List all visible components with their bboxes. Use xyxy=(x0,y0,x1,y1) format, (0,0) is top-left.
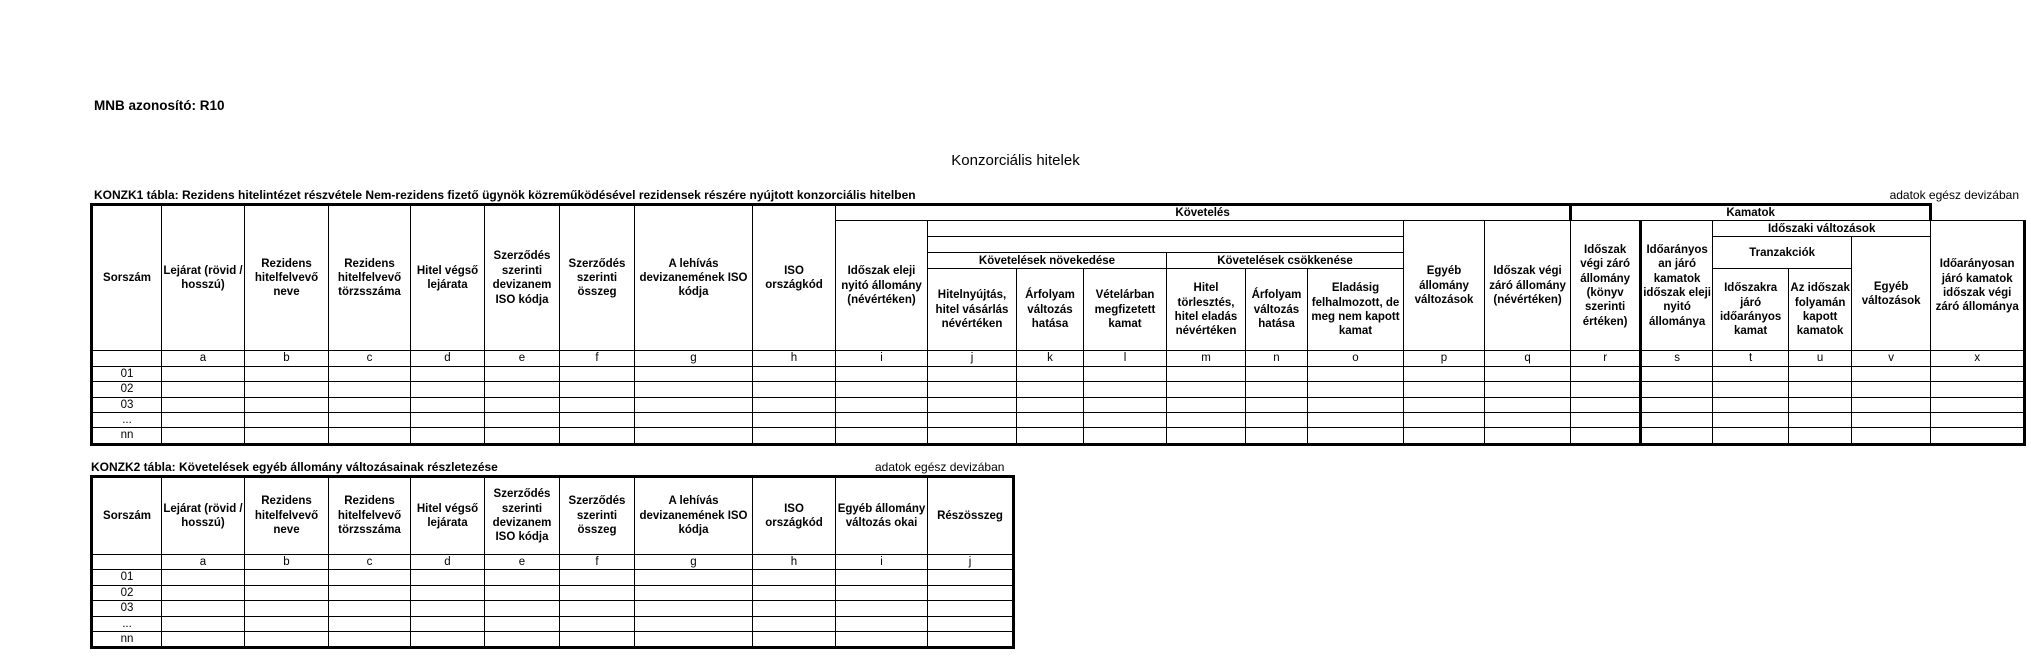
header-hitelfelvevo-neve: Rezidens hitelfelvevő neve xyxy=(245,477,329,555)
header-reszosszeg: Részösszeg xyxy=(928,477,1014,555)
header-szerzodes-osszeg: Szerződés szerinti összeg xyxy=(560,477,635,555)
data-entry-cell[interactable] xyxy=(635,428,753,444)
data-entry-cell[interactable] xyxy=(329,585,411,600)
konzk1-table xyxy=(90,203,2026,446)
data-entry-cell[interactable] xyxy=(485,570,560,585)
column-letter: q xyxy=(1485,351,1571,366)
data-entry-cell[interactable] xyxy=(485,585,560,600)
data-entry-cell[interactable] xyxy=(1017,382,1084,397)
data-entry-cell[interactable] xyxy=(329,382,411,397)
data-entry-cell[interactable] xyxy=(329,631,411,647)
data-entry-cell[interactable] xyxy=(635,382,753,397)
blank-cell xyxy=(928,237,1404,253)
data-entry-cell[interactable] xyxy=(753,570,836,585)
column-letter: n xyxy=(1246,351,1308,366)
data-entry-cell[interactable] xyxy=(928,428,1017,444)
row-number: 03 xyxy=(92,397,162,412)
data-entry-cell[interactable] xyxy=(1713,366,1789,381)
data-entry-cell[interactable] xyxy=(162,631,245,647)
group-csokkenese: Követelések csökkenése xyxy=(1167,253,1404,269)
data-entry-cell[interactable] xyxy=(1931,397,2025,412)
blank-cell xyxy=(928,221,1404,237)
data-entry-cell[interactable] xyxy=(753,616,836,631)
data-entry-cell[interactable] xyxy=(1308,397,1404,412)
data-entry-cell[interactable] xyxy=(1789,428,1852,444)
data-entry-cell[interactable] xyxy=(485,382,560,397)
data-entry-cell[interactable] xyxy=(1308,428,1404,444)
table-row xyxy=(92,570,1014,585)
group-tranzakciok: Tranzakciók xyxy=(1713,237,1852,269)
data-entry-cell[interactable] xyxy=(1641,428,1713,444)
data-entry-cell[interactable] xyxy=(1246,397,1308,412)
data-entry-cell[interactable] xyxy=(635,616,753,631)
column-letter: d xyxy=(411,351,485,366)
column-letter: e xyxy=(485,555,560,570)
data-entry-cell[interactable] xyxy=(485,412,560,427)
page-title: Konzorciális hitelek xyxy=(951,152,1080,169)
column-letter: f xyxy=(560,555,635,570)
data-entry-cell[interactable] xyxy=(928,570,1014,585)
data-entry-cell[interactable] xyxy=(162,616,245,631)
data-entry-cell[interactable] xyxy=(1789,397,1852,412)
column-letter: g xyxy=(635,555,753,570)
data-entry-cell[interactable] xyxy=(1084,428,1167,444)
data-entry-cell[interactable] xyxy=(1167,397,1246,412)
data-entry-cell[interactable] xyxy=(411,570,485,585)
column-letter: i xyxy=(836,351,928,366)
data-entry-cell[interactable] xyxy=(1485,382,1571,397)
column-letter: i xyxy=(836,555,928,570)
data-entry-cell[interactable] xyxy=(635,570,753,585)
column-letter: f xyxy=(560,351,635,366)
row-number: 02 xyxy=(92,585,162,600)
data-entry-cell[interactable] xyxy=(1852,366,1931,381)
data-entry-cell[interactable] xyxy=(635,631,753,647)
data-entry-cell[interactable] xyxy=(1084,366,1167,381)
header-szerzodes-osszeg: Szerződés szerinti összeg xyxy=(560,205,635,351)
table-row xyxy=(92,631,1014,647)
konzk2-table xyxy=(90,475,1015,649)
header-egyeb-valtozasok: Egyéb változások xyxy=(1852,237,1931,351)
data-entry-cell[interactable] xyxy=(485,397,560,412)
data-entry-cell[interactable] xyxy=(928,366,1017,381)
data-entry-cell[interactable] xyxy=(1017,397,1084,412)
data-entry-cell[interactable] xyxy=(245,570,329,585)
data-entry-cell[interactable] xyxy=(329,601,411,616)
data-entry-cell[interactable] xyxy=(836,382,928,397)
data-entry-cell[interactable] xyxy=(1308,366,1404,381)
data-entry-cell[interactable] xyxy=(1404,397,1485,412)
blank-cell xyxy=(92,351,162,366)
column-letter: r xyxy=(1571,351,1641,366)
data-entry-cell[interactable] xyxy=(753,585,836,600)
table1-caption: KONZK1 tábla: Rezidens hitelintézet részvétele Nem-rezidens fizető ügynök közreműködésével rezidensek részére nyújtott konzorciális hitelben xyxy=(94,188,916,202)
data-entry-cell[interactable] xyxy=(1789,382,1852,397)
data-entry-cell[interactable] xyxy=(485,616,560,631)
data-entry-cell[interactable] xyxy=(245,585,329,600)
data-entry-cell[interactable] xyxy=(560,585,635,600)
data-entry-cell[interactable] xyxy=(411,616,485,631)
data-entry-cell[interactable] xyxy=(485,601,560,616)
column-letter: e xyxy=(485,351,560,366)
data-entry-cell[interactable] xyxy=(411,382,485,397)
header-lehivas-devizanem: A lehívás devizanemének ISO kódja xyxy=(635,477,753,555)
data-entry-cell[interactable] xyxy=(1852,382,1931,397)
table-row xyxy=(92,601,1014,616)
data-entry-cell[interactable] xyxy=(245,428,329,444)
data-entry-cell[interactable] xyxy=(928,412,1017,427)
data-entry-cell[interactable] xyxy=(329,397,411,412)
data-entry-cell[interactable] xyxy=(753,428,836,444)
row-number: ... xyxy=(92,412,162,427)
data-entry-cell[interactable] xyxy=(1641,382,1713,397)
data-entry-cell[interactable] xyxy=(560,570,635,585)
data-entry-cell[interactable] xyxy=(1789,366,1852,381)
data-entry-cell[interactable] xyxy=(753,601,836,616)
data-entry-cell[interactable] xyxy=(1713,382,1789,397)
data-entry-cell[interactable] xyxy=(1167,366,1246,381)
group-kamatok: Kamatok xyxy=(1571,205,1931,221)
header-arfolyam-hatasa-csokk: Árfolyam változás hatása xyxy=(1246,269,1308,351)
data-entry-cell[interactable] xyxy=(1852,397,1931,412)
data-entry-cell[interactable] xyxy=(1167,428,1246,444)
data-entry-cell[interactable] xyxy=(411,412,485,427)
data-entry-cell[interactable] xyxy=(753,382,836,397)
column-letter: h xyxy=(753,555,836,570)
column-letter-row xyxy=(92,555,1014,570)
data-entry-cell[interactable] xyxy=(1017,428,1084,444)
header-hitelfelvevo-neve: Rezidens hitelfelvevő neve xyxy=(245,205,329,351)
data-entry-cell[interactable] xyxy=(1084,397,1167,412)
data-entry-cell[interactable] xyxy=(753,366,836,381)
data-entry-cell[interactable] xyxy=(245,631,329,647)
data-entry-cell[interactable] xyxy=(1931,428,2025,444)
data-entry-cell[interactable] xyxy=(1485,366,1571,381)
data-entry-cell[interactable] xyxy=(1485,412,1571,427)
data-entry-cell[interactable] xyxy=(836,570,928,585)
data-entry-cell[interactable] xyxy=(329,366,411,381)
column-letter: h xyxy=(753,351,836,366)
data-entry-cell[interactable] xyxy=(1485,428,1571,444)
data-entry-cell[interactable] xyxy=(245,412,329,427)
data-entry-cell[interactable] xyxy=(753,412,836,427)
data-entry-cell[interactable] xyxy=(560,428,635,444)
column-letter: u xyxy=(1789,351,1852,366)
data-entry-cell[interactable] xyxy=(1571,428,1641,444)
data-entry-cell[interactable] xyxy=(836,631,928,647)
data-entry-cell[interactable] xyxy=(162,585,245,600)
data-entry-cell[interactable] xyxy=(836,397,928,412)
header-sorszam: Sorszám xyxy=(92,205,162,351)
data-entry-cell[interactable] xyxy=(836,366,928,381)
table-row xyxy=(92,397,2025,412)
data-entry-cell[interactable] xyxy=(485,428,560,444)
data-entry-cell[interactable] xyxy=(1713,397,1789,412)
data-entry-cell[interactable] xyxy=(1404,428,1485,444)
header-lejarat: Lejárat (rövid / hosszú) xyxy=(162,205,245,351)
data-entry-cell[interactable] xyxy=(1641,366,1713,381)
data-entry-cell[interactable] xyxy=(329,616,411,631)
column-letter: x xyxy=(1931,351,2025,366)
column-letter: j xyxy=(928,555,1014,570)
data-entry-cell[interactable] xyxy=(1931,412,2025,427)
data-entry-cell[interactable] xyxy=(1084,382,1167,397)
data-entry-cell[interactable] xyxy=(928,631,1014,647)
header-hitelnyujtas: Hitelnyújtás, hitel vásárlás névértéken xyxy=(928,269,1017,351)
column-letter: b xyxy=(245,555,329,570)
header-vetelarban-kamat: Vételárban megfizetett kamat xyxy=(1084,269,1167,351)
header-idoszakra-jaro-kamat: Időszakra járó időarányos kamat xyxy=(1713,269,1789,351)
column-letter: g xyxy=(635,351,753,366)
data-entry-cell[interactable] xyxy=(635,601,753,616)
data-entry-cell[interactable] xyxy=(1017,412,1084,427)
data-entry-cell[interactable] xyxy=(162,570,245,585)
data-entry-cell[interactable] xyxy=(1167,412,1246,427)
row-number: ... xyxy=(92,616,162,631)
data-entry-cell[interactable] xyxy=(1404,366,1485,381)
data-entry-cell[interactable] xyxy=(560,616,635,631)
row-number: 02 xyxy=(92,382,162,397)
data-entry-cell[interactable] xyxy=(836,601,928,616)
data-entry-cell[interactable] xyxy=(1308,382,1404,397)
data-entry-cell[interactable] xyxy=(1571,397,1641,412)
data-entry-cell[interactable] xyxy=(245,366,329,381)
data-entry-cell[interactable] xyxy=(1308,412,1404,427)
row-number: nn xyxy=(92,428,162,444)
data-entry-cell[interactable] xyxy=(836,585,928,600)
header-idoszak-vegi-zaro-konyv: Időszak végi záró állomány (könyv szerinti értéken) xyxy=(1571,221,1641,351)
data-entry-cell[interactable] xyxy=(162,382,245,397)
data-entry-cell[interactable] xyxy=(1641,397,1713,412)
row-number: 03 xyxy=(92,601,162,616)
data-entry-cell[interactable] xyxy=(1852,412,1931,427)
data-entry-cell[interactable] xyxy=(928,616,1014,631)
data-entry-cell[interactable] xyxy=(1404,382,1485,397)
data-entry-cell[interactable] xyxy=(162,412,245,427)
table-row xyxy=(92,366,2025,381)
table-row xyxy=(92,382,2025,397)
data-entry-cell[interactable] xyxy=(635,412,753,427)
data-entry-cell[interactable] xyxy=(1789,412,1852,427)
data-entry-cell[interactable] xyxy=(411,397,485,412)
data-entry-cell[interactable] xyxy=(560,631,635,647)
data-entry-cell[interactable] xyxy=(1571,412,1641,427)
header-hitelfelvevo-torzsszama: Rezidens hitelfelvevő törzsszáma xyxy=(329,205,411,351)
data-entry-cell[interactable] xyxy=(411,428,485,444)
data-entry-cell[interactable] xyxy=(1852,428,1931,444)
header-idoaranyos-zaro: Időarányosan járó kamatok időszak végi záró állománya xyxy=(1931,221,2025,351)
group-kovetels: Követelés xyxy=(836,205,1571,221)
data-entry-cell[interactable] xyxy=(1931,366,2025,381)
data-entry-cell[interactable] xyxy=(560,412,635,427)
data-entry-cell[interactable] xyxy=(928,585,1014,600)
blank-cell xyxy=(92,555,162,570)
column-letter: p xyxy=(1404,351,1485,366)
column-letter: a xyxy=(162,555,245,570)
row-number: nn xyxy=(92,631,162,647)
column-letter: c xyxy=(329,351,411,366)
column-letter: m xyxy=(1167,351,1246,366)
data-entry-cell[interactable] xyxy=(245,382,329,397)
header-szerzodes-devizanem: Szerződés szerinti devizanem ISO kódja xyxy=(485,477,560,555)
data-entry-cell[interactable] xyxy=(1571,366,1641,381)
data-entry-cell[interactable] xyxy=(245,601,329,616)
data-entry-cell[interactable] xyxy=(928,397,1017,412)
table-row xyxy=(92,428,2025,444)
row-number: 01 xyxy=(92,366,162,381)
column-letter: a xyxy=(162,351,245,366)
column-letter: v xyxy=(1852,351,1931,366)
column-letter: t xyxy=(1713,351,1789,366)
data-entry-cell[interactable] xyxy=(1017,366,1084,381)
data-entry-cell[interactable] xyxy=(1246,428,1308,444)
column-letter: j xyxy=(928,351,1017,366)
data-entry-cell[interactable] xyxy=(753,631,836,647)
column-letter: d xyxy=(411,555,485,570)
table-row xyxy=(92,412,2025,427)
header-iso-orszagkod: ISO országkód xyxy=(753,205,836,351)
data-entry-cell[interactable] xyxy=(329,412,411,427)
header-szerzodes-devizanem: Szerződés szerinti devizanem ISO kódja xyxy=(485,205,560,351)
data-entry-cell[interactable] xyxy=(836,616,928,631)
data-entry-cell[interactable] xyxy=(1404,412,1485,427)
data-entry-cell[interactable] xyxy=(1931,382,2025,397)
data-entry-cell[interactable] xyxy=(836,412,928,427)
column-letter: s xyxy=(1641,351,1713,366)
data-entry-cell[interactable] xyxy=(245,397,329,412)
data-entry-cell[interactable] xyxy=(411,366,485,381)
header-lehivas-devizanem: A lehívás devizanemének ISO kódja xyxy=(635,205,753,351)
header-hitelfelvevo-torzsszama: Rezidens hitelfelvevő törzsszáma xyxy=(329,477,411,555)
data-entry-cell[interactable] xyxy=(560,601,635,616)
data-entry-cell[interactable] xyxy=(162,397,245,412)
data-entry-cell[interactable] xyxy=(635,585,753,600)
data-entry-cell[interactable] xyxy=(635,366,753,381)
column-letter-row xyxy=(92,351,2025,366)
row-number: 01 xyxy=(92,570,162,585)
header-arfolyam-hatasa-nov: Árfolyam változás hatása xyxy=(1017,269,1084,351)
header-egyeb-allomany-valtozasok: Egyéb állomány változások xyxy=(1404,221,1485,351)
table2-caption: KONZK2 tábla: Követelések egyéb állomány változásainak részletezése xyxy=(91,460,498,474)
column-letter: k xyxy=(1017,351,1084,366)
data-entry-cell[interactable] xyxy=(162,601,245,616)
data-entry-cell[interactable] xyxy=(1246,382,1308,397)
column-letter: b xyxy=(245,351,329,366)
data-entry-cell[interactable] xyxy=(1571,382,1641,397)
data-entry-cell[interactable] xyxy=(635,397,753,412)
data-entry-cell[interactable] xyxy=(560,366,635,381)
data-entry-cell[interactable] xyxy=(1084,412,1167,427)
table-row xyxy=(92,616,1014,631)
data-entry-cell[interactable] xyxy=(1246,366,1308,381)
header-sorszam: Sorszám xyxy=(92,477,162,555)
data-entry-cell[interactable] xyxy=(329,428,411,444)
header-eladasig-felhalmozott: Eladásig felhalmozott, de meg nem kapott kamat xyxy=(1308,269,1404,351)
header-hitel-vegso-lejarata: Hitel végső lejárata xyxy=(411,477,485,555)
table1-unit-note: adatok egész devizában xyxy=(1889,188,2019,202)
header-hitel-torlesztes: Hitel törlesztés, hitel eladás névértéken xyxy=(1167,269,1246,351)
header-egyeb-valtozas-okai: Egyéb állomány változás okai xyxy=(836,477,928,555)
column-letter: l xyxy=(1084,351,1167,366)
data-entry-cell[interactable] xyxy=(753,397,836,412)
data-entry-cell[interactable] xyxy=(1713,428,1789,444)
data-entry-cell[interactable] xyxy=(1713,412,1789,427)
data-entry-cell[interactable] xyxy=(1167,382,1246,397)
data-entry-cell[interactable] xyxy=(836,428,928,444)
header-idoaranyos-nyito: Időarányos an járó kamatok időszak eleji nyitó állománya xyxy=(1641,221,1713,351)
header-kapott-kamatok: Az időszak folyamán kapott kamatok xyxy=(1789,269,1852,351)
data-entry-cell[interactable] xyxy=(411,601,485,616)
data-entry-cell[interactable] xyxy=(485,631,560,647)
data-entry-cell[interactable] xyxy=(411,631,485,647)
header-hitel-vegso-lejarata: Hitel végső lejárata xyxy=(411,205,485,351)
data-entry-cell[interactable] xyxy=(928,601,1014,616)
data-entry-cell[interactable] xyxy=(162,366,245,381)
header-lejarat: Lejárat (rövid / hosszú) xyxy=(162,477,245,555)
header-idoszak-eleji-nyito: Időszak eleji nyitó állomány (névértéken) xyxy=(836,221,928,351)
data-entry-cell[interactable] xyxy=(411,585,485,600)
data-entry-cell[interactable] xyxy=(245,616,329,631)
data-entry-cell[interactable] xyxy=(1641,412,1713,427)
data-entry-cell[interactable] xyxy=(162,428,245,444)
data-entry-cell[interactable] xyxy=(329,570,411,585)
data-entry-cell[interactable] xyxy=(560,382,635,397)
table-row xyxy=(92,585,1014,600)
group-novekedese: Követelések növekedése xyxy=(928,253,1167,269)
header-idoszak-vegi-zaro-nevertek: Időszak végi záró állomány (névértéken) xyxy=(1485,221,1571,351)
column-letter: o xyxy=(1308,351,1404,366)
data-entry-cell[interactable] xyxy=(928,382,1017,397)
column-letter: c xyxy=(329,555,411,570)
data-entry-cell[interactable] xyxy=(485,366,560,381)
data-entry-cell[interactable] xyxy=(1246,412,1308,427)
data-entry-cell[interactable] xyxy=(1485,397,1571,412)
group-idoszaki-valtozasok: Időszaki változások xyxy=(1713,221,1931,237)
header-iso-orszagkod: ISO országkód xyxy=(753,477,836,555)
data-entry-cell[interactable] xyxy=(560,397,635,412)
table2-unit-note: adatok egész devizában xyxy=(875,460,1005,474)
mnb-identifier: MNB azonosító: R10 xyxy=(94,98,225,113)
